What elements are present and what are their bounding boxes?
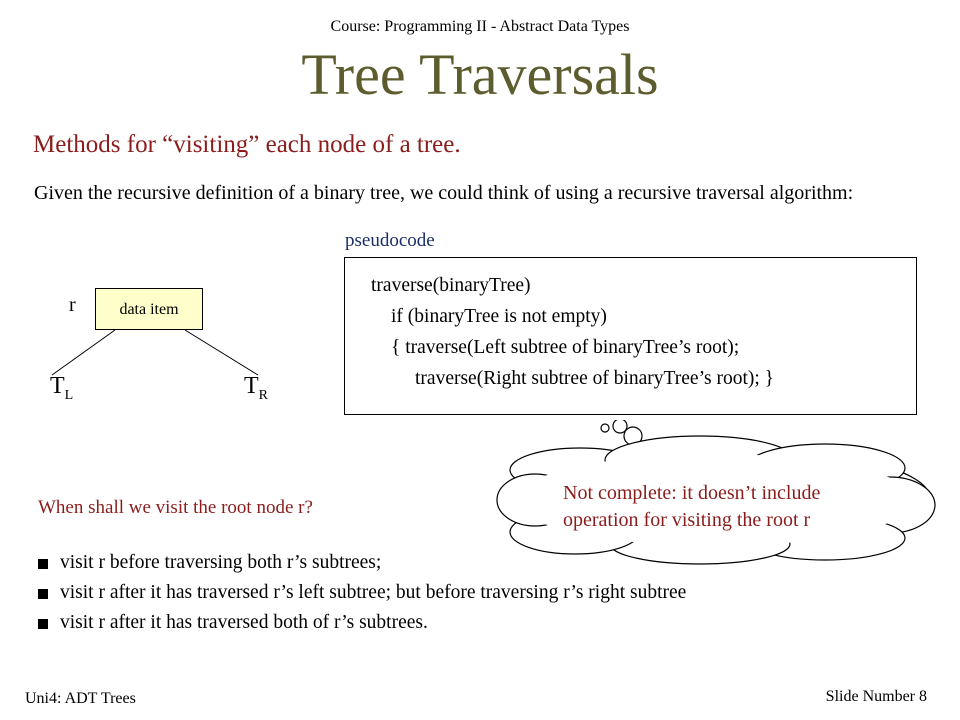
pseudocode-box [344, 257, 917, 415]
intro-text: Given the recursive definition of a binary tree, we could think of using a recursive traversal algorithm: [34, 182, 854, 204]
callout-line-1: Not complete: it doesn’t include [563, 482, 821, 504]
tree-diagram [40, 285, 300, 415]
question-text: When shall we visit the root node r? [38, 497, 313, 518]
right-subtree-label: $T_R$ [244, 373, 269, 403]
bullet-list [38, 548, 686, 638]
root-node [95, 288, 203, 330]
slide-subtitle: Methods for “visiting” each node of a tree. [33, 131, 461, 158]
list-item: visit r after it has traversed r’s left subtree; but before traversing r’s right subtree [38, 578, 686, 608]
node-text: data item [119, 301, 179, 318]
code-line-3: { traverse(Left subtree of binaryTree’s root); [391, 337, 740, 358]
callout-line-2: operation for visiting the root r [563, 509, 811, 531]
callout-text [563, 480, 820, 534]
course-header: Course: Programming II - Abstract Data Types [330, 18, 630, 35]
code-line-4: traverse(Right subtree of binaryTree’s root); } [415, 368, 775, 389]
slide-title: Tree Traversals [301, 42, 659, 107]
list-item: visit r after it has traversed both of r’s subtrees. [38, 608, 686, 638]
code-line-1: traverse(binaryTree) [371, 275, 531, 296]
pseudocode-label: pseudocode [345, 230, 435, 251]
slide-number: Slide Number 8 [825, 688, 927, 705]
list-item: visit r before traversing both r’s subtrees; [38, 548, 686, 578]
bullet-icon [38, 589, 48, 599]
code-line-2: if (binaryTree is not empty) [391, 306, 607, 327]
footer-module: Uni4: ADT Trees [25, 690, 136, 707]
root-label: r [69, 294, 76, 316]
left-subtree-label: $T_L$ [50, 373, 74, 403]
bullet-icon [38, 619, 48, 629]
bullet-icon [38, 559, 48, 569]
